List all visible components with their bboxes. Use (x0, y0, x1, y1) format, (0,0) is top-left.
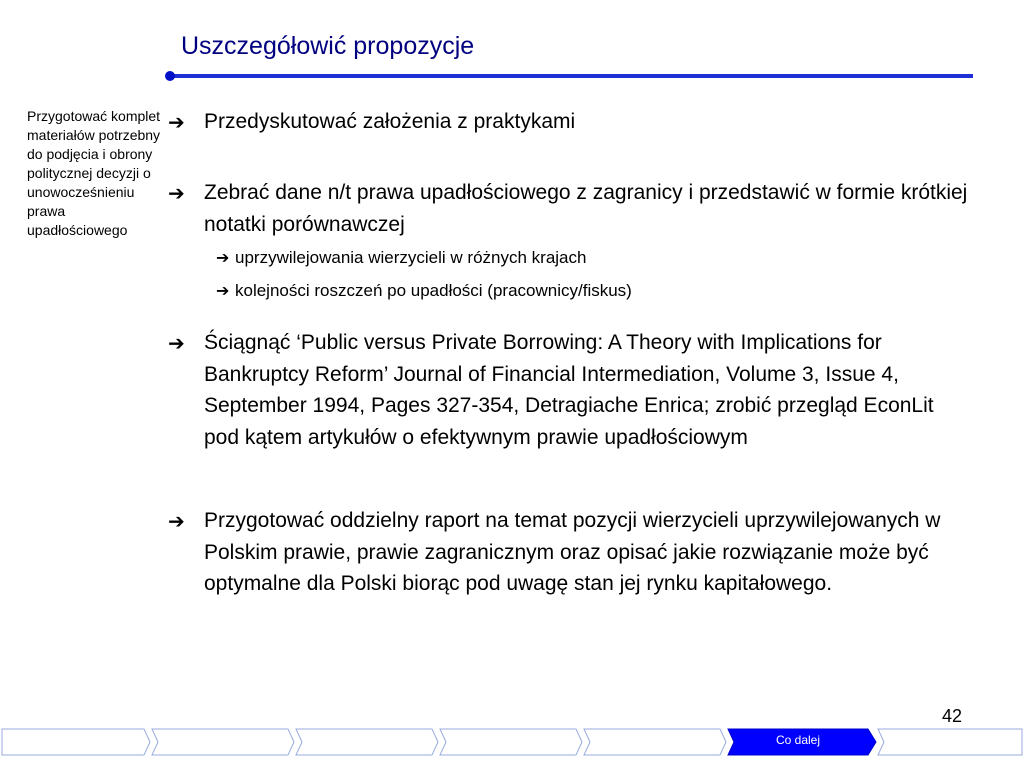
bullet-text: Przedyskutować założenia z praktykami (204, 110, 576, 133)
nav-segment[interactable] (878, 729, 1022, 755)
page-number: 42 (942, 706, 963, 726)
arrow-right-icon: ➔ (168, 110, 185, 134)
nav-segment[interactable] (296, 729, 438, 755)
nav-segment[interactable] (2, 729, 150, 755)
nav-segment[interactable] (440, 729, 582, 755)
side-note: Przygotować komplet materiałów potrzebny do podjęcia i obrony politycznej decyzji o unowocześnieniu prawa upadłościowego (27, 108, 161, 238)
title-underline-dot (165, 71, 175, 81)
nav-active-label[interactable]: Co dalej (775, 733, 821, 747)
arrow-right-icon: ➔ (216, 248, 230, 267)
arrow-right-icon: ➔ (168, 331, 185, 355)
sub-bullet-text: kolejności roszczeń po upadłości (pracownicy/fiskus) (235, 281, 632, 300)
sub-bullet-text: uprzywilejowania wierzycieli w różnych krajach (235, 248, 587, 267)
slide-title: Uszczegółowić propozycje (181, 32, 475, 60)
nav-segment[interactable] (152, 729, 294, 755)
arrow-right-icon: ➔ (216, 281, 230, 300)
navigation-bar (0, 727, 1024, 757)
arrow-right-icon: ➔ (168, 181, 185, 205)
arrow-right-icon: ➔ (168, 509, 185, 533)
bullet-text: Zebrać dane n/t prawa upadłościowego z zagranicy i przedstawić w formie krótkiej notatki porównawczej (204, 181, 968, 236)
title-underline (168, 74, 973, 78)
nav-segment[interactable] (584, 729, 726, 755)
bullet-text: Ściągnąć ‘Public versus Private Borrowing: A Theory with Implications for Bankruptcy Reform’ Journal of Financial Intermediation, Volume 3, Issue 4, September 1994, Pages 327-354, Detragiache Enrica; zrobić przegląd EconLit pod kątem artykułów o efektywnym prawie upadłościowym (204, 331, 934, 449)
bullet-text: Przygotować oddzielny raport na temat pozycji wierzycieli uprzywilejowanych w Polskim prawie, prawie zagranicznym oraz opisać jakie rozwiązanie może być optymalne dla Polski biorąc pod uwagę stan jej rynku kapitałowego. (204, 509, 941, 595)
